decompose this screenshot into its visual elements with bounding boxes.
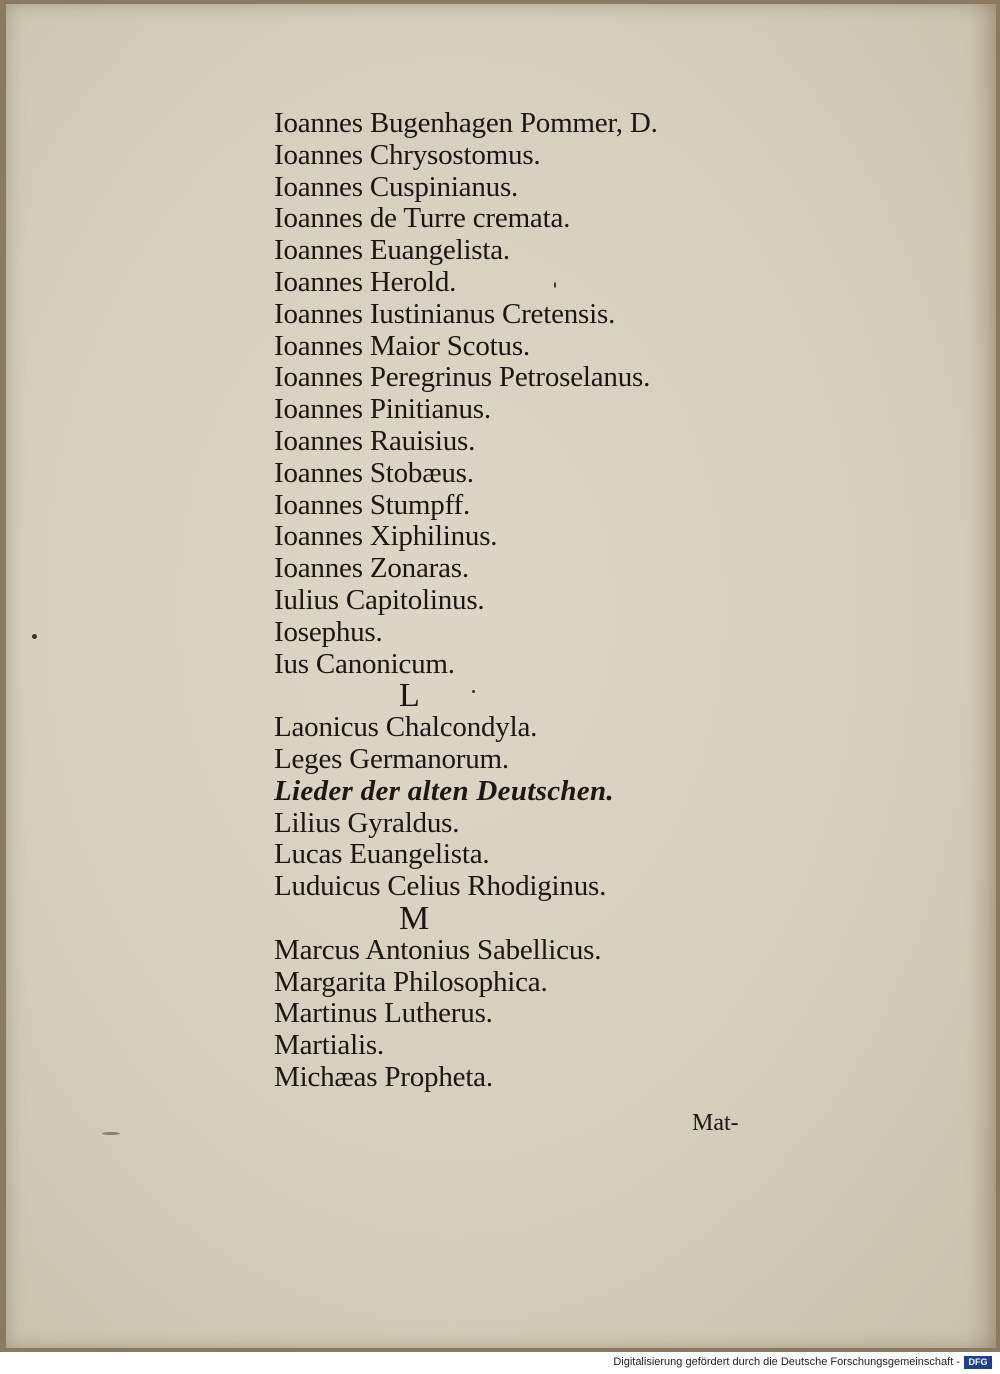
index-entry: Ioannes Peregrinus Petroselanus. — [274, 361, 651, 394]
digitization-footer — [0, 1352, 1000, 1374]
index-entry: Lilius Gyraldus. — [274, 806, 460, 839]
index-entry: Ius Canonicum. — [274, 647, 455, 680]
index-entry: Martialis. — [274, 1029, 384, 1062]
ink-fleck — [32, 634, 37, 639]
index-entry: Ioannes Iustinianus Cretensis. — [274, 297, 616, 330]
index-entry: Ioannes Stumpff. — [274, 488, 471, 521]
page-edge-shadow — [966, 4, 996, 1348]
index-entry: Ioannes Pinitianus. — [274, 393, 491, 426]
index-entry: Ioannes Euangelista. — [274, 234, 510, 267]
index-entry: Ioannes Stobæus. — [274, 456, 474, 489]
index-entry: Luduicus Celius Rhodiginus. — [274, 870, 607, 903]
index-entry: Margarita Philosophica. — [274, 965, 548, 998]
index-entry: Ioannes Rauisius. — [274, 424, 476, 457]
ink-fleck — [102, 1132, 120, 1135]
index-entry: Martinus Lutherus. — [274, 997, 493, 1030]
index-entry: Leges Germanorum. — [274, 742, 509, 775]
section-letter-heading: M — [399, 899, 430, 937]
index-entry: Ioannes Cuspinianus. — [274, 170, 519, 203]
dfg-logo-icon: DFG — [964, 1356, 992, 1369]
funding-credit: Digitalisierung gefördert durch die Deutsche Forschungsgemeinschaft - — [613, 1356, 960, 1368]
section-letter-heading: L — [399, 677, 420, 715]
index-entry: Ioannes de Turre cremata. — [274, 202, 571, 235]
ink-fleck — [554, 282, 556, 288]
index-entry: Marcus Antonius Sabellicus. — [274, 933, 602, 966]
index-entry: Iosephus. — [274, 615, 383, 648]
index-entry: Michæas Propheta. — [274, 1060, 493, 1093]
index-entry: Ioannes Bugenhagen Pommer, D. — [274, 107, 658, 139]
ink-fleck — [472, 690, 475, 693]
index-entry: Laonicus Chalcondyla. — [274, 711, 538, 744]
index-entry: Ioannes Chrysostomus. — [274, 138, 541, 171]
index-entry: Ioannes Zonaras. — [274, 552, 469, 585]
index-entry: Ioannes Herold. — [274, 265, 457, 298]
index-entry: Iulius Capitolinus. — [274, 583, 485, 616]
index-entry-fraktur: Lieder der alten Deutschen. — [274, 774, 614, 807]
catchword: Mat- — [692, 1110, 739, 1136]
index-entry: Lucas Euangelista. — [274, 838, 490, 871]
index-entry: Ioannes Xiphilinus. — [274, 520, 498, 553]
index-entry: Ioannes Maior Scotus. — [274, 329, 530, 362]
book-page — [6, 4, 996, 1348]
author-index-list — [274, 108, 658, 1094]
